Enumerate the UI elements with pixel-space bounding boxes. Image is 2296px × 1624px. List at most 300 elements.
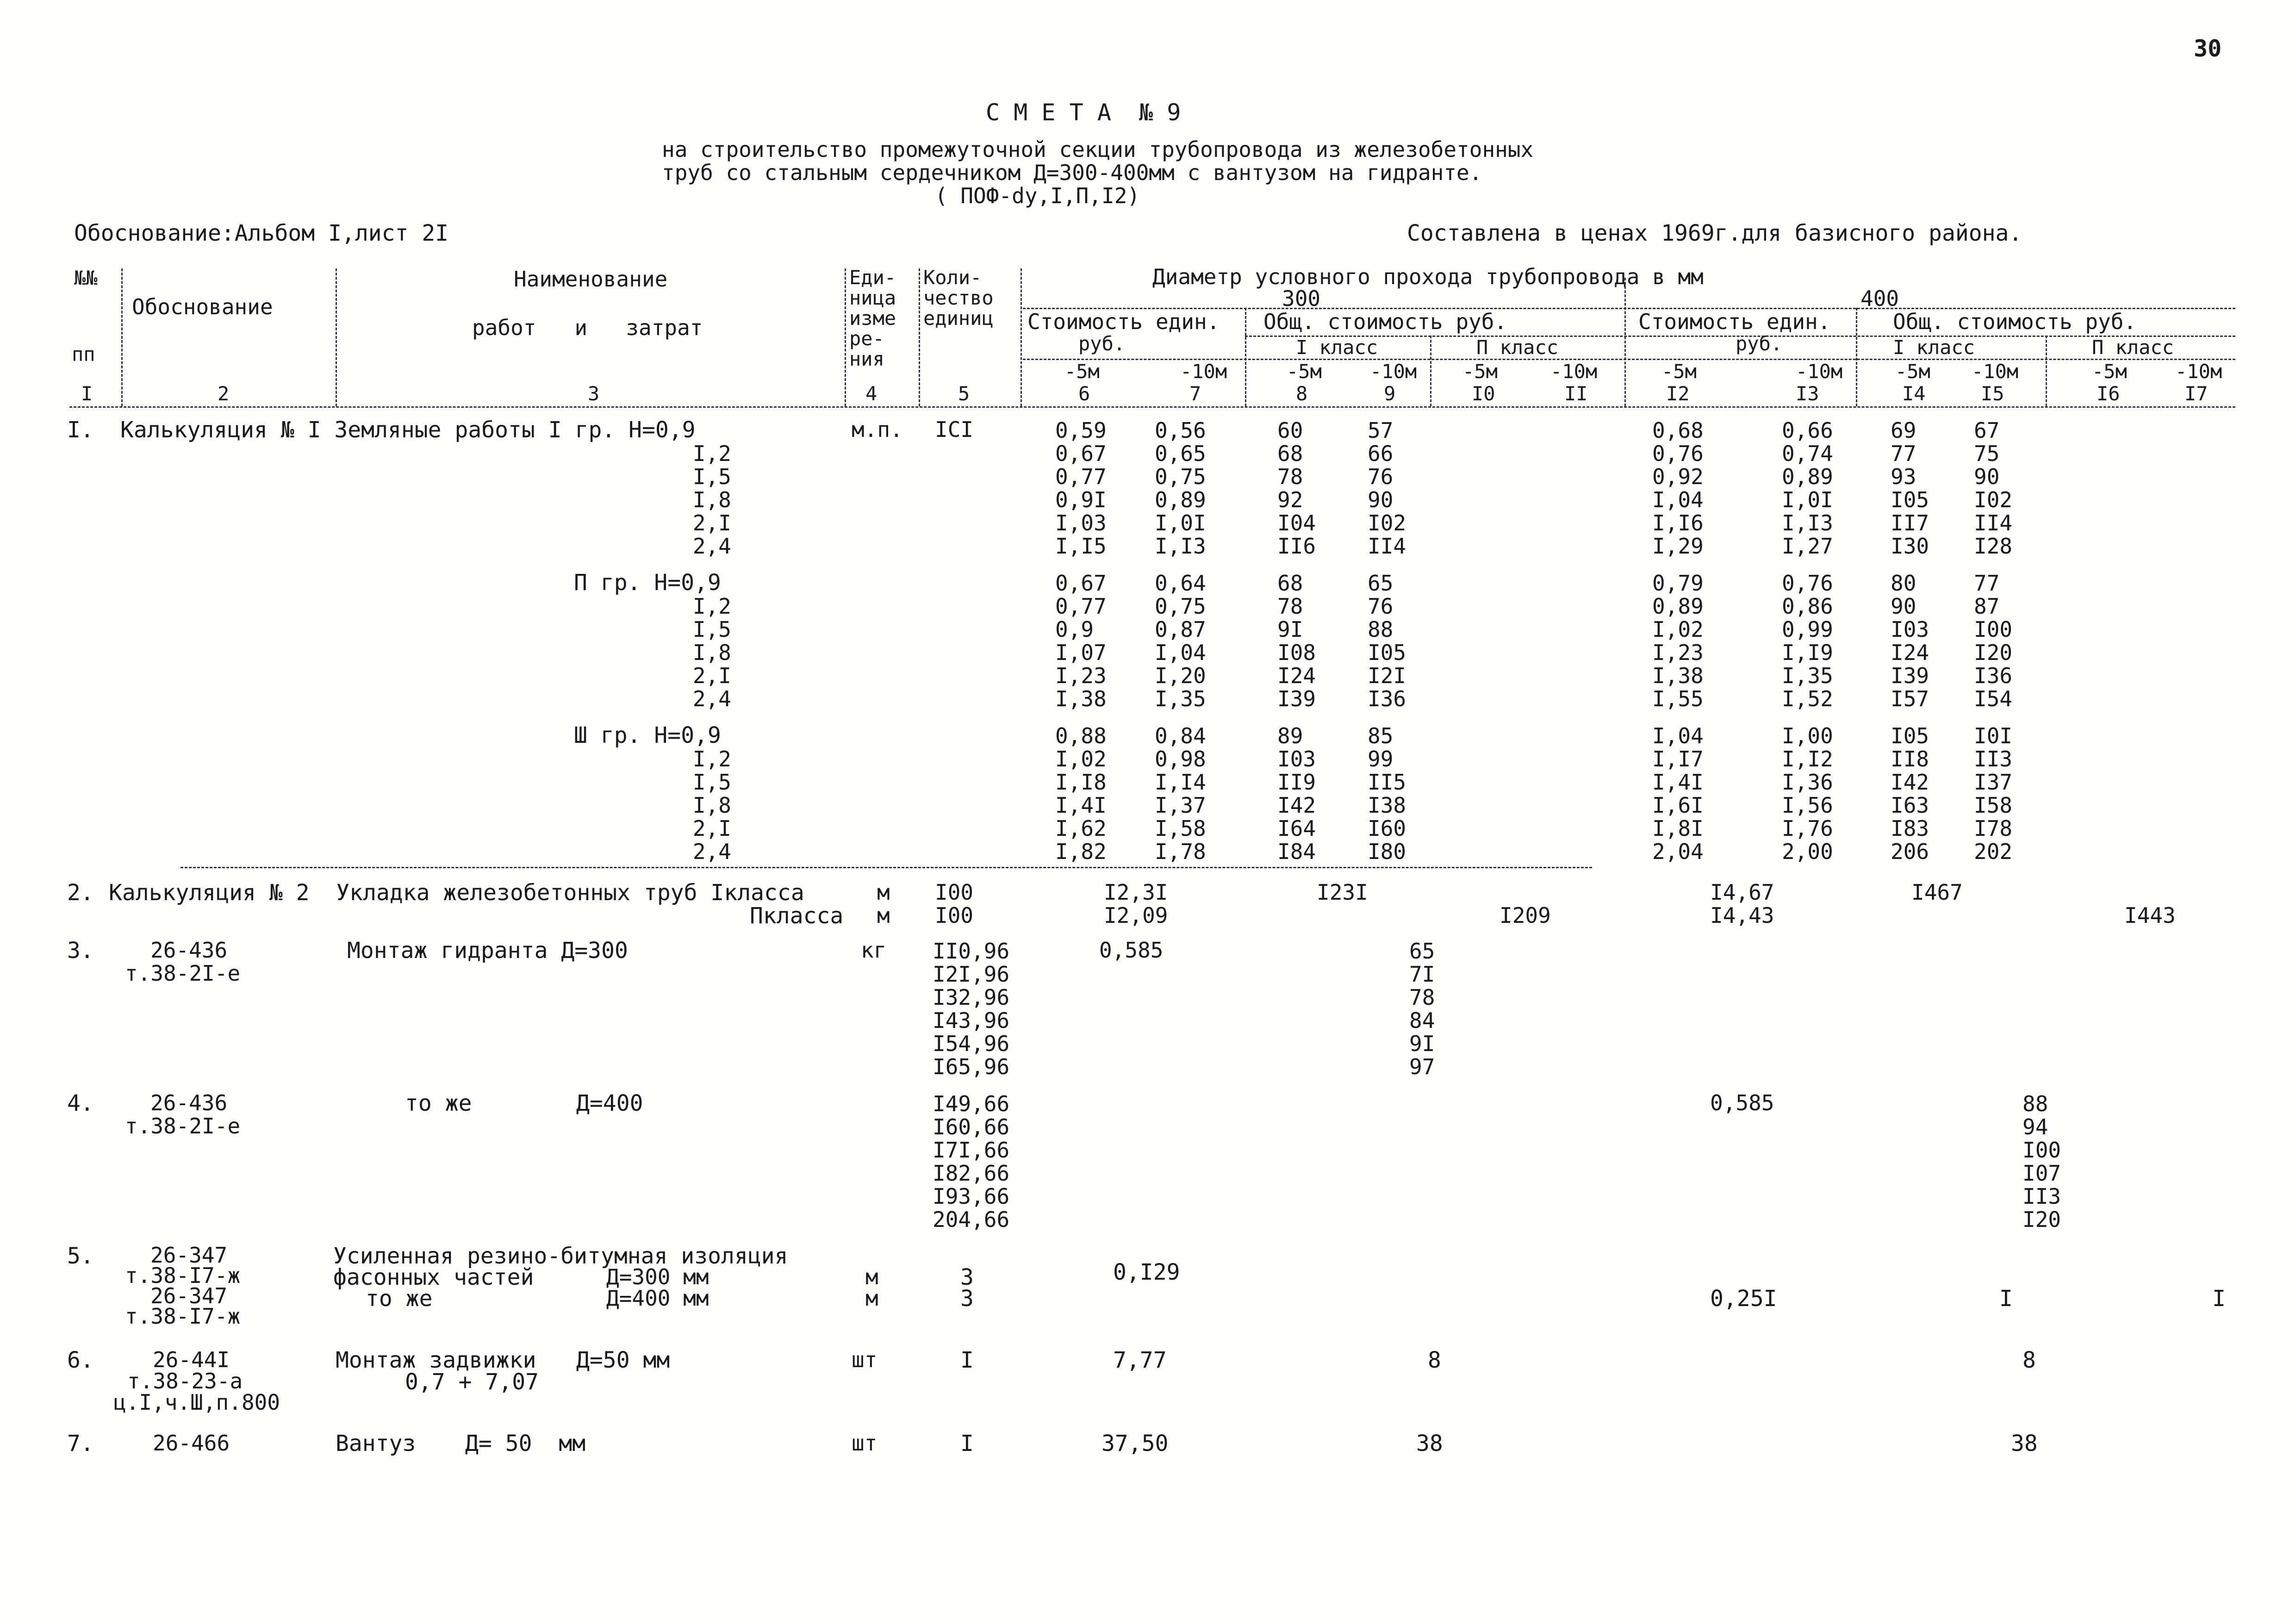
cell-value: I,29: [1652, 534, 1704, 559]
row-text: Калькуляция № I Земляные работы I гр. Н=0,9: [120, 417, 696, 443]
header-num-pp: пп: [72, 343, 95, 366]
cell-value: 0,9: [1055, 617, 1094, 642]
header-vrule: [121, 268, 123, 406]
cell-value: 2,4: [692, 534, 731, 559]
cell-value: II0,96: [933, 939, 1010, 964]
cell-value: 68: [1277, 571, 1303, 596]
cell-value: I,58: [1155, 816, 1206, 841]
cell-value: I,27: [1782, 534, 1833, 559]
row-unit: м.п.: [852, 417, 903, 442]
cell-value: I,4I: [1652, 770, 1704, 795]
col17-total: I: [2212, 1286, 2226, 1312]
sub-m10-15: -10м: [1972, 360, 2019, 383]
col12-unit-cost: 0,25I: [1710, 1286, 1777, 1312]
sub-m10-9: -10м: [1370, 360, 1417, 383]
row-number: 4.: [67, 1090, 94, 1116]
col6-unit-cost: 0,585: [1099, 938, 1164, 963]
cell-value: I05: [1891, 723, 1929, 748]
header-vrule: [919, 268, 920, 406]
header-vrule: [1245, 308, 1246, 406]
row-unit-2: м: [877, 903, 890, 928]
colnum-14: I4: [1902, 382, 1926, 405]
cell-value: Коли-: [923, 266, 982, 289]
cell-value: 87: [1974, 594, 2000, 619]
cell-value: 0,98: [1155, 747, 1206, 772]
colnum-16: I6: [2097, 382, 2120, 405]
cell-value: I05: [1368, 640, 1406, 665]
cell-value: I36: [1974, 663, 2013, 688]
cell-value: I,56: [1782, 793, 1833, 818]
col14-total: I467: [1911, 880, 1963, 905]
cell-value: I,4I: [1055, 793, 1107, 818]
cell-value: I24: [1277, 663, 1316, 688]
cell-value: II4: [1974, 510, 2013, 535]
cell-value: I39: [1277, 686, 1316, 711]
row-text-class2: Пкласса: [750, 903, 844, 929]
document-title: С М Е Т А № 9: [986, 99, 1181, 126]
cell-value: 26-347: [150, 1243, 228, 1268]
sub-m10-11: -10м: [1550, 360, 1598, 383]
cell-value: II6: [1277, 534, 1316, 559]
cell-value: I57: [1891, 686, 1929, 711]
cell-value: 0,84: [1155, 723, 1206, 748]
row-qty-2: I00: [935, 903, 974, 928]
group3-col8: [1277, 724, 1316, 863]
cell-value: 26-347: [150, 1283, 228, 1308]
cell-value: I,04: [1652, 487, 1704, 512]
cell-value: I,04: [1155, 640, 1206, 665]
group2-depth: [666, 595, 731, 710]
sub-m10-17: -10м: [2175, 360, 2222, 383]
cell-value: I93,66: [933, 1184, 1010, 1209]
row-quantity: IСI: [935, 417, 974, 442]
colnum-9: 9: [1384, 382, 1396, 405]
cell-value: 92: [1277, 487, 1303, 512]
cell-value: I54: [1974, 686, 2013, 711]
row-number: 5.: [67, 1243, 94, 1269]
header-basis: Обоснование: [132, 294, 273, 319]
cell-value: I58: [1974, 793, 2013, 818]
group3-col6: [1055, 724, 1107, 863]
cell-value: I,0I: [1782, 487, 1833, 512]
cell-value: 0,67: [1055, 441, 1107, 466]
sub-m10-13: -10м: [1796, 360, 1843, 383]
row-number: 6.: [67, 1347, 94, 1373]
cell-value: 2,4: [692, 686, 731, 711]
cell-value: ница: [849, 286, 896, 309]
cell-value: т.38-I7-ж: [125, 1263, 241, 1288]
group3-depth: [666, 747, 731, 863]
cell-value: I78: [1974, 816, 2013, 841]
cell-value: I20: [1974, 640, 2013, 665]
cell-value: I,04: [1652, 723, 1704, 748]
cell-value: I60,66: [933, 1114, 1010, 1139]
cell-value: изме: [849, 307, 896, 330]
cell-value: I,8: [692, 793, 731, 818]
cell-value: 77: [1891, 441, 1916, 466]
row-text: Монтаж гидранта Д=300: [347, 938, 628, 964]
cell-value: I,5: [692, 464, 731, 489]
cell-value: I,36: [1782, 770, 1833, 795]
colnum-4: 4: [865, 382, 877, 405]
cell-value: I2I,96: [933, 962, 1010, 987]
header-vrule: [336, 268, 337, 406]
cell-value: I00: [1974, 617, 2013, 642]
cell-value: I,2: [692, 441, 731, 466]
cell-value: I63: [1891, 793, 1929, 818]
header-total-cost-400: Общ. стоимость руб.: [1893, 309, 2137, 334]
group3-label: Ш гр. Н=0,9: [574, 722, 721, 748]
group2-col8: [1277, 572, 1316, 710]
cell-value: 2,00: [1782, 839, 1833, 864]
cell-value: 0,99: [1782, 617, 1833, 642]
cell-value: 0,9I: [1055, 487, 1107, 512]
cell-value: 90: [1974, 464, 2000, 489]
cell-value: 202: [1974, 839, 2013, 864]
cell-value: I02: [1368, 510, 1406, 535]
group3-col14: [1891, 724, 1929, 863]
cell-value: II8: [1891, 747, 1929, 772]
group3-col7: [1155, 724, 1206, 863]
col15-totals: [2022, 1092, 2061, 1231]
col16-total: I443: [2124, 903, 2176, 928]
cell-value: I,02: [1652, 617, 1704, 642]
row-basis-2: т.38-2I-е: [125, 1114, 241, 1139]
cell-value: I,I6: [1652, 510, 1704, 535]
row-qty-1: I00: [935, 880, 974, 905]
cell-value: 0,75: [1155, 594, 1206, 619]
cell-value: I,82: [1055, 839, 1107, 864]
header-num: №№: [74, 267, 98, 289]
cell-value: I2I: [1368, 663, 1406, 688]
header-rule-1: [1023, 308, 2235, 309]
cell-value: I,8: [692, 640, 731, 665]
cell-value: I,62: [1055, 816, 1107, 841]
cell-value: 0,65: [1155, 441, 1206, 466]
sub-m5-6: -5м: [1064, 360, 1100, 383]
colnum-1: I: [81, 382, 93, 405]
group1-depth: [666, 442, 731, 558]
colnum-17: I7: [2184, 382, 2208, 405]
cell-value: I07: [2022, 1161, 2061, 1186]
cell-value: II5: [1368, 770, 1406, 795]
group2-col6: [1055, 572, 1107, 710]
cell-value: I,55: [1652, 686, 1704, 711]
group3-col15: [1974, 724, 2012, 863]
row-d-400: Д=400 мм: [606, 1286, 709, 1311]
cell-value: 0,79: [1652, 571, 1704, 596]
col6-unit-cost: 7,77: [1113, 1347, 1167, 1373]
cell-value: I30: [1891, 534, 1929, 559]
header-vrule: [1624, 278, 1626, 406]
cell-value: 0,86: [1782, 594, 1833, 619]
cell-value: I00: [2022, 1138, 2061, 1163]
cell-value: I,I3: [1155, 534, 1206, 559]
cell-value: ц.I,ч.Ш,п.800: [113, 1390, 280, 1415]
cell-value: 0,67: [1055, 571, 1107, 596]
cell-value: I,I4: [1155, 770, 1206, 795]
cell-value: I,78: [1155, 839, 1206, 864]
subtitle-line-1: на строительство промежуточной секции трубопровода из железобетонных: [662, 137, 1534, 162]
header-vrule: [1856, 308, 1857, 406]
row-qty: [933, 1092, 1009, 1231]
cell-value: 88: [1368, 617, 1394, 642]
row-basis: [125, 1243, 241, 1329]
row-qty-2: 3: [960, 1286, 974, 1312]
cell-value: I36: [1368, 686, 1406, 711]
cell-value: 0,68: [1652, 418, 1704, 443]
group1-col13: [1782, 419, 1833, 558]
cell-value: I54,96: [933, 1031, 1010, 1056]
subtitle-line-2: труб со стальным сердечником Д=300-400мм с вантузом на гидранте.: [662, 160, 1482, 185]
cell-value: т.38-23-а: [127, 1369, 243, 1394]
cell-value: I84: [1277, 839, 1316, 864]
row-unit: шт: [852, 1347, 877, 1372]
cell-value: 2,04: [1652, 839, 1704, 864]
cell-value: 78: [1409, 985, 1435, 1010]
cell-value: I,0I: [1155, 510, 1206, 535]
cell-value: I80: [1368, 839, 1406, 864]
cell-value: 80: [1891, 571, 1916, 596]
cell-value: 88: [2022, 1091, 2048, 1116]
group1-col8: [1277, 419, 1316, 558]
col6-unit-cost: 37,50: [1101, 1431, 1169, 1456]
row-qty: I: [960, 1431, 974, 1456]
group1-col7: [1155, 419, 1206, 558]
cell-value: 66: [1368, 441, 1394, 466]
cell-value: 0,75: [1155, 464, 1206, 489]
cell-value: 0,76: [1652, 441, 1704, 466]
row-qty: I: [960, 1347, 974, 1373]
cell-value: I,38: [1652, 663, 1704, 688]
cell-value: 68: [1277, 441, 1303, 466]
cell-value: Еди-: [849, 266, 896, 289]
colnum-5: 5: [958, 382, 970, 405]
cell-value: 0,74: [1782, 441, 1833, 466]
group2-col13: [1782, 572, 1833, 710]
cell-value: 78: [1277, 464, 1303, 489]
prices-note: Составлена в ценах 1969г.для базисного района.: [1407, 220, 2022, 246]
cell-value: I83: [1891, 816, 1929, 841]
cell-value: 89: [1277, 723, 1303, 748]
cell-value: I,6I: [1652, 793, 1704, 818]
cell-value: 0,89: [1782, 464, 1833, 489]
cell-value: I,37: [1155, 793, 1206, 818]
group2-col12: [1652, 572, 1704, 710]
cell-value: I,5: [692, 770, 731, 795]
cell-value: 99: [1368, 747, 1394, 772]
sub-m5-16: -5м: [2092, 360, 2127, 383]
group3-col12: [1652, 724, 1704, 863]
header-unit: [849, 268, 896, 369]
cell-value: I,02: [1055, 747, 1107, 772]
cell-value: 65: [1368, 571, 1394, 596]
row-basis: 26-466: [153, 1431, 230, 1456]
row-text-2: фасонных частей: [333, 1264, 534, 1290]
cell-value: I,38: [1055, 686, 1107, 711]
row-basis-1: 26-436: [150, 938, 228, 963]
cell-value: I,35: [1782, 663, 1833, 688]
row-unit: шт: [852, 1431, 877, 1456]
header-rub-300: руб.: [1078, 332, 1126, 355]
group2-col9: [1368, 572, 1406, 710]
group3-col13: [1782, 724, 1833, 863]
cell-value: II9: [1277, 770, 1316, 795]
cell-value: I20: [2022, 1207, 2061, 1232]
col6-class1: I2,3I: [1104, 880, 1168, 905]
group1-col15: [1974, 419, 2012, 558]
cell-value: I32,96: [933, 985, 1010, 1010]
cell-value: 85: [1368, 723, 1394, 748]
header-rule-2: [1245, 336, 2235, 337]
col15-total: 38: [2011, 1431, 2038, 1456]
cell-value: I04: [1277, 510, 1316, 535]
cell-value: 84: [1409, 1008, 1435, 1033]
cell-value: II4: [1368, 534, 1406, 559]
cell-value: 97: [1409, 1054, 1435, 1079]
cell-value: 0,89: [1652, 594, 1704, 619]
cell-value: 67: [1974, 418, 2000, 443]
cell-value: I,8I: [1652, 816, 1704, 841]
cell-value: I,52: [1782, 686, 1833, 711]
sub-m5-12: -5м: [1661, 360, 1697, 383]
group1-col9: [1368, 419, 1406, 558]
cell-value: 0,92: [1652, 464, 1704, 489]
sub-m10-7: -10м: [1180, 360, 1227, 383]
sub-m5-14: -5м: [1895, 360, 1930, 383]
cell-value: 78: [1277, 594, 1303, 619]
cell-value: I24: [1891, 640, 1929, 665]
cell-value: 2,I: [692, 816, 731, 841]
colnum-10: I0: [1472, 382, 1495, 405]
header-class1-300: I класс: [1296, 336, 1378, 359]
cell-value: I64: [1277, 816, 1316, 841]
cell-value: I,20: [1155, 663, 1206, 688]
header-diameter: Диаметр условного прохода трубопровода в мм: [1152, 264, 1704, 289]
cell-value: 90: [1891, 594, 1916, 619]
subtitle-line-3: ( ПОФ-dу,I,П,I2): [935, 183, 1140, 208]
row-text: Калькуляция № 2 Укладка железобетонных труб Iкласса: [109, 880, 804, 906]
col12-unit-cost: 0,585: [1710, 1090, 1774, 1115]
header-rule-3: [1023, 359, 2235, 360]
cell-value: I,23: [1652, 640, 1704, 665]
cell-value: 0,56: [1155, 418, 1206, 443]
cell-value: I65,96: [933, 1054, 1010, 1079]
row-text: Монтаж задвижки: [336, 1347, 536, 1373]
row-basis-1: 26-436: [150, 1090, 228, 1115]
cell-value: I,I9: [1782, 640, 1833, 665]
cell-value: 26-44I: [153, 1347, 230, 1372]
cell-value: I02: [1974, 487, 2013, 512]
cell-value: 204,66: [933, 1207, 1010, 1232]
cell-value: I,07: [1055, 640, 1107, 665]
cell-value: I82,66: [933, 1161, 1010, 1186]
header-vrule: [2046, 336, 2047, 406]
cell-value: I43,96: [933, 1008, 1010, 1033]
colnum-3: 3: [588, 382, 600, 405]
col6-class2: I2,09: [1104, 903, 1168, 928]
group1-col14: [1891, 419, 1929, 558]
col12-class2: I4,43: [1710, 903, 1774, 928]
header-total-cost-300: Общ. стоимость руб.: [1263, 309, 1507, 334]
header-rub-400: руб.: [1736, 332, 1783, 355]
cell-value: I,I3: [1782, 510, 1833, 535]
cell-value: 0,59: [1055, 418, 1107, 443]
cell-value: I,I7: [1652, 747, 1704, 772]
cell-value: чество: [923, 286, 994, 309]
colnum-2: 2: [218, 382, 230, 405]
header-name-2: работ и затрат: [472, 315, 703, 340]
cell-value: I,2: [692, 747, 731, 772]
cell-value: ре-: [849, 327, 884, 350]
cell-value: I28: [1974, 534, 2013, 559]
cell-value: I,I8: [1055, 770, 1107, 795]
header-vrule: [1020, 268, 1022, 406]
row-number: I.: [67, 417, 94, 443]
cell-value: 60: [1277, 418, 1303, 443]
row-basis-2: т.38-2I-е: [125, 961, 241, 986]
cell-value: I,00: [1782, 723, 1833, 748]
page-number: 30: [2194, 35, 2222, 62]
row-qty: [933, 940, 1009, 1078]
cell-value: т.38-I7-ж: [125, 1304, 241, 1329]
cell-value: I49,66: [933, 1091, 1010, 1116]
row-qty-1: 3: [960, 1264, 974, 1290]
cell-value: I,I2: [1782, 747, 1833, 772]
colnum-12: I2: [1666, 382, 1690, 405]
cell-value: 2,4: [692, 839, 731, 864]
cell-value: I,2: [692, 594, 731, 619]
header-unit-cost-400: Стоимость един.: [1638, 309, 1831, 334]
header-d400: 400: [1860, 286, 1899, 311]
row-basis: [113, 1349, 280, 1413]
row-number: 7.: [67, 1431, 94, 1456]
cell-value: 9I: [1409, 1031, 1435, 1056]
header-vrule: [1430, 336, 1431, 406]
header-bottom-rule: [69, 406, 2235, 408]
cell-value: ния: [849, 348, 884, 370]
cell-value: I42: [1277, 793, 1316, 818]
row-d-300: Д=300 мм: [606, 1264, 709, 1289]
row-unit: кг: [861, 938, 887, 963]
cell-value: 94: [2022, 1114, 2048, 1139]
col15-total: 8: [2022, 1347, 2036, 1373]
cell-value: II3: [1974, 747, 2013, 772]
row-d: Д= 50 мм: [465, 1431, 586, 1456]
cell-value: 2,I: [692, 663, 731, 688]
cell-value: 206: [1891, 839, 1929, 864]
cell-value: II7: [1891, 510, 1929, 535]
header-d300: 300: [1282, 286, 1321, 311]
group1-col12: [1652, 419, 1704, 558]
row-number: 3.: [67, 938, 94, 964]
cell-value: 76: [1368, 464, 1394, 489]
col12-class1: I4,67: [1710, 880, 1774, 905]
cell-value: 0,66: [1782, 418, 1833, 443]
cell-value: II3: [2022, 1184, 2061, 1209]
cell-value: I08: [1277, 640, 1316, 665]
cell-value: 65: [1409, 939, 1435, 964]
header-unit-cost-300: Стоимость един.: [1027, 309, 1220, 334]
cell-value: I,8: [692, 487, 731, 512]
sub-m5-10: -5м: [1462, 360, 1498, 383]
cell-value: I03: [1891, 617, 1929, 642]
cell-value: 0,89: [1155, 487, 1206, 512]
row-number: 2.: [67, 880, 94, 906]
cell-value: 75: [1974, 441, 2000, 466]
row-unit-1: м: [877, 880, 890, 905]
cell-value: I,35: [1155, 686, 1206, 711]
